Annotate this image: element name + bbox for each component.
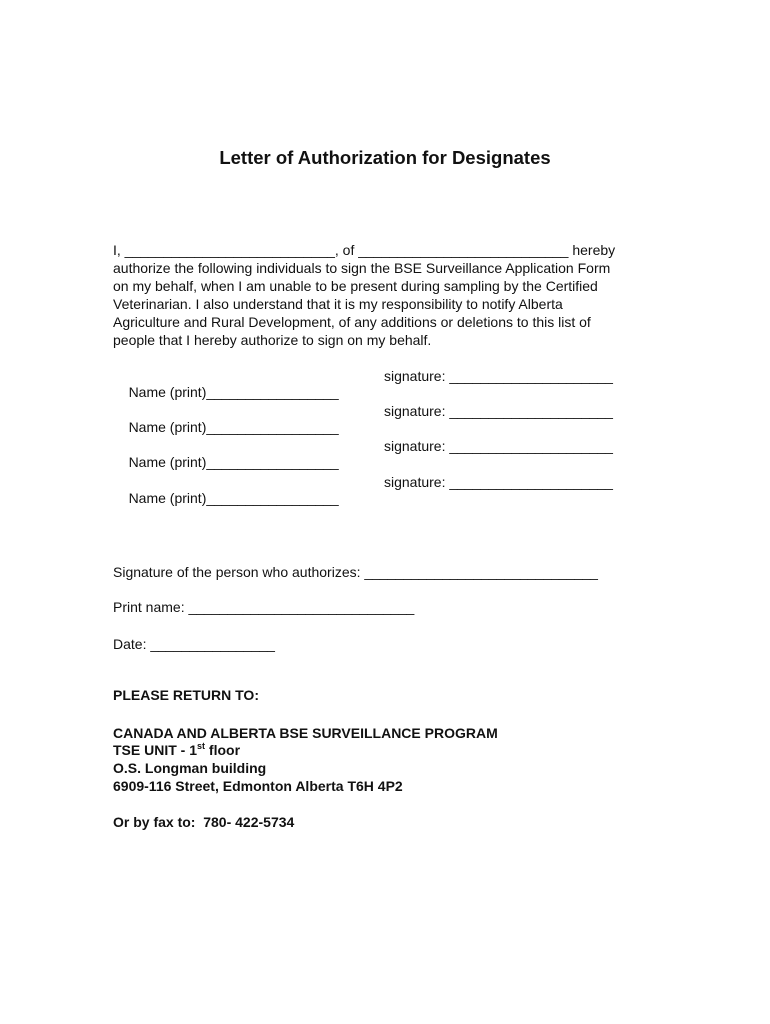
designate-name-field: Name (print)_________________ [128, 490, 339, 506]
building-name: O.S. Longman building [113, 760, 267, 776]
designate-name-field: Name (print)_________________ [128, 384, 339, 400]
paragraph-line: people that I hereby authorize to sign on my behalf. [113, 332, 432, 348]
street-address: 6909-116 Street, Edmonton Alberta T6H 4P2 [113, 778, 403, 794]
print-name-field: Print name: _____________________________ [113, 599, 415, 615]
fax-number: Or by fax to: 780- 422-5734 [113, 814, 295, 830]
designate-signature-field: signature: _____________________ [384, 368, 613, 384]
designate-signature-field: signature: _____________________ [384, 474, 613, 490]
designate-signature-field: signature: _____________________ [384, 438, 613, 454]
date-field: Date: ________________ [113, 636, 275, 652]
unit-superscript: st [197, 741, 206, 751]
unit-prefix: TSE UNIT - 1 [113, 742, 198, 758]
program-name: CANADA AND ALBERTA BSE SURVEILLANCE PROGRAM [113, 725, 498, 741]
paragraph-line: I, ___________________________, of ___________________________ hereby [113, 242, 616, 258]
return-heading: PLEASE RETURN TO: [113, 687, 259, 703]
document-title: Letter of Authorization for Designates [219, 147, 551, 168]
designate-signature-field: signature: _____________________ [384, 403, 613, 419]
authorizer-signature-field: Signature of the person who authorizes: ______________________________ [113, 564, 598, 580]
unit-suffix: floor [205, 742, 241, 758]
unit-line [113, 742, 240, 758]
paragraph-line: Veterinarian. I also understand that it is my responsibility to notify Alberta [113, 296, 563, 312]
paragraph-line: authorize the following individuals to sign the BSE Surveillance Application Form [113, 260, 611, 276]
designate-name-field: Name (print)_________________ [128, 454, 339, 470]
designate-row [113, 474, 613, 538]
designate-name-field: Name (print)_________________ [128, 419, 339, 435]
paragraph-line: on my behalf, when I am unable to be present during sampling by the Certified [113, 278, 598, 294]
paragraph-line: Agriculture and Rural Development, of any additions or deletions to this list of [113, 314, 591, 330]
authorization-paragraph [113, 241, 658, 349]
